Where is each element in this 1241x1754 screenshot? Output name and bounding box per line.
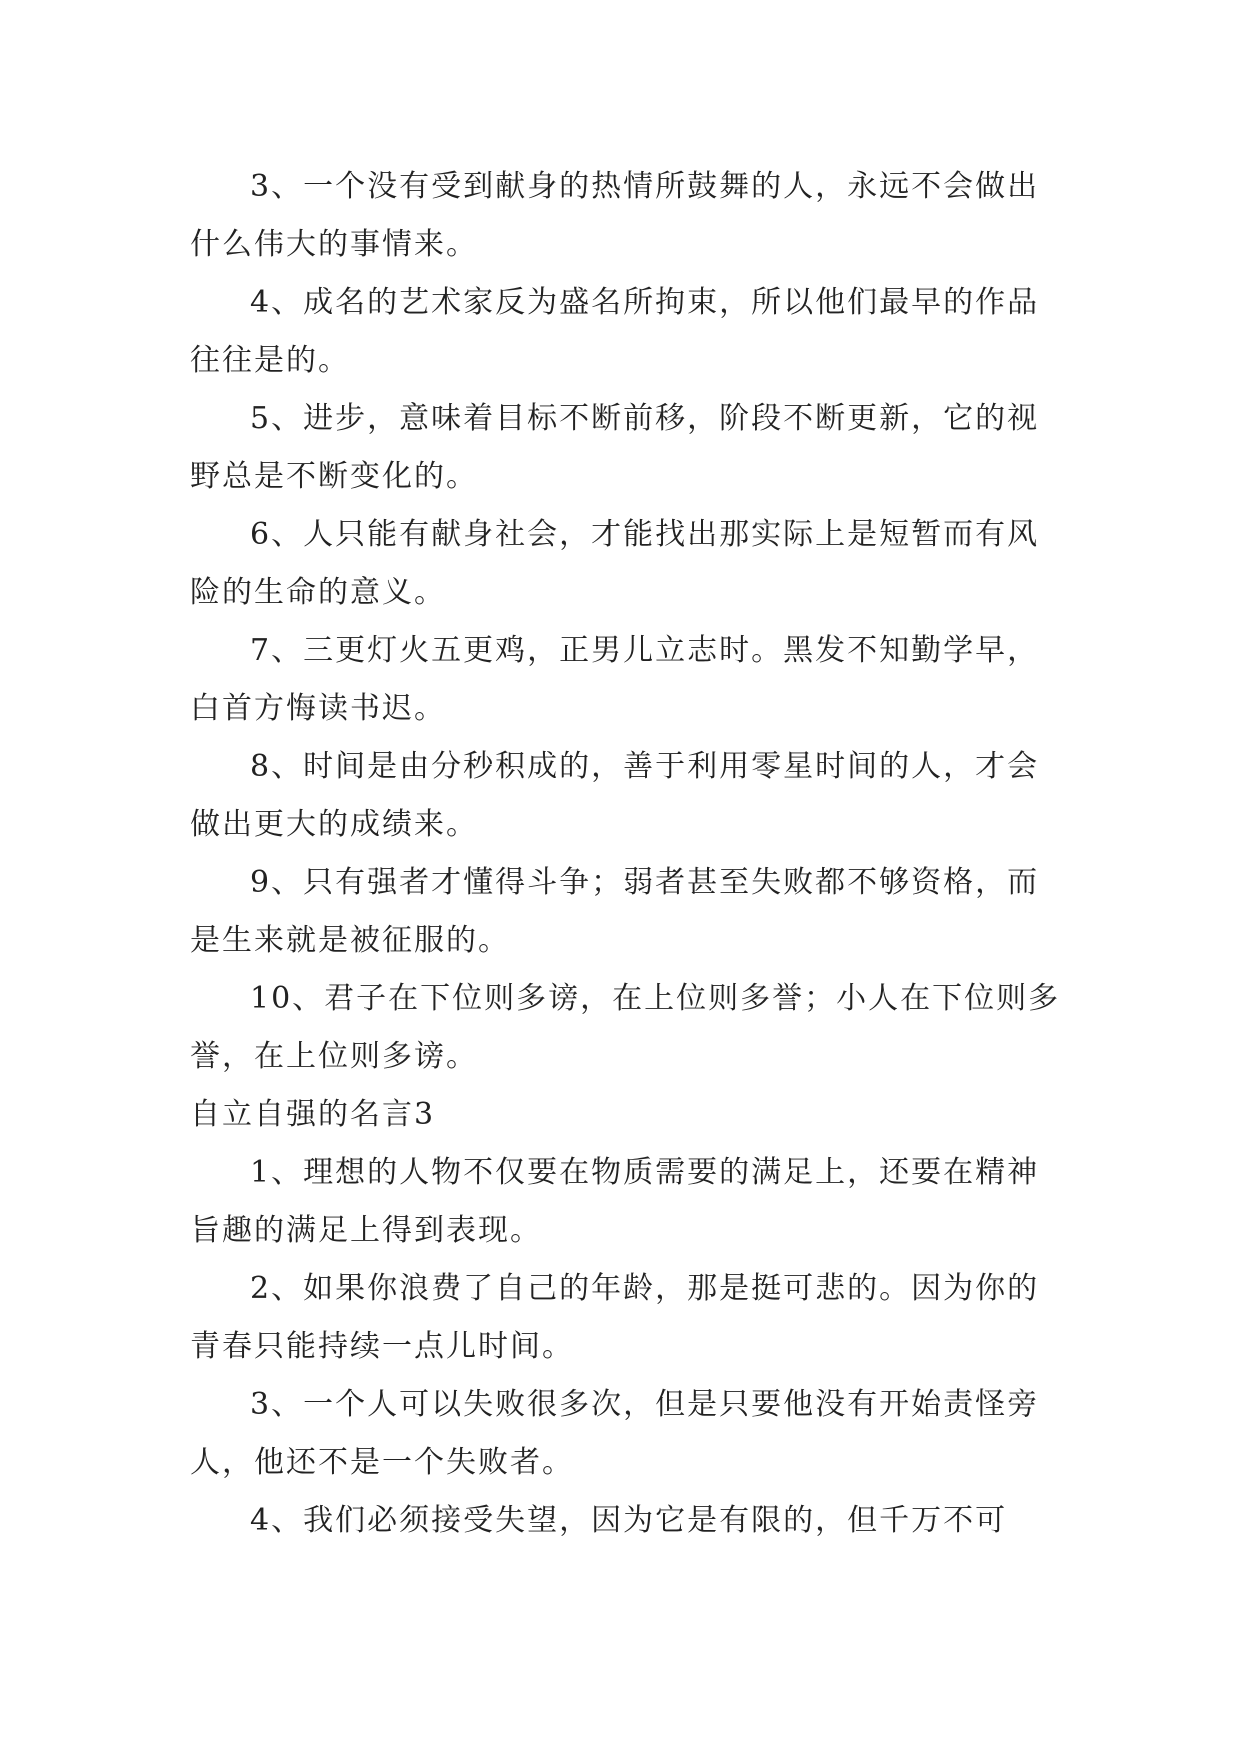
quote-paragraph: 10、君子在下位则多谤，在上位则多誉；小人在下位则多誉，在上位则多谤。 — [190, 981, 1061, 1074]
section-heading: 自立自强的名言3 — [190, 1097, 436, 1132]
quote-paragraph: 6、人只能有献身社会，才能找出那实际上是短暂而有风险的生命的意义。 — [190, 517, 1040, 610]
quote-paragraph: 3、一个没有受到献身的热情所鼓舞的人，永远不会做出什么伟大的事情来。 — [190, 169, 1040, 262]
quote-paragraph: 1、理想的人物不仅要在物质需要的满足上，还要在精神旨趣的满足上得到表现。 — [190, 1155, 1040, 1248]
document-body — [190, 158, 1070, 1550]
quote-paragraph: 4、我们必须接受失望，因为它是有限的，但千万不可 — [250, 1503, 1008, 1538]
quote-paragraph: 8、时间是由分秒积成的，善于利用零星时间的人，才会做出更大的成绩来。 — [190, 749, 1040, 842]
quote-paragraph: 7、三更灯火五更鸡，正男儿立志时。黑发不知勤学早，白首方悔读书迟。 — [190, 633, 1040, 726]
quote-paragraph: 2、如果你浪费了自己的年龄，那是挺可悲的。因为你的青春只能持续一点儿时间。 — [190, 1271, 1040, 1364]
quote-paragraph: 3、一个人可以失败很多次，但是只要他没有开始责怪旁人，他还不是一个失败者。 — [190, 1387, 1040, 1480]
quote-paragraph: 5、进步，意味着目标不断前移，阶段不断更新，它的视野总是不断变化的。 — [190, 401, 1040, 494]
quote-paragraph: 9、只有强者才懂得斗争；弱者甚至失败都不够资格，而是生来就是被征服的。 — [190, 865, 1040, 958]
quote-paragraph: 4、成名的艺术家反为盛名所拘束，所以他们最早的作品往往是的。 — [190, 285, 1040, 378]
